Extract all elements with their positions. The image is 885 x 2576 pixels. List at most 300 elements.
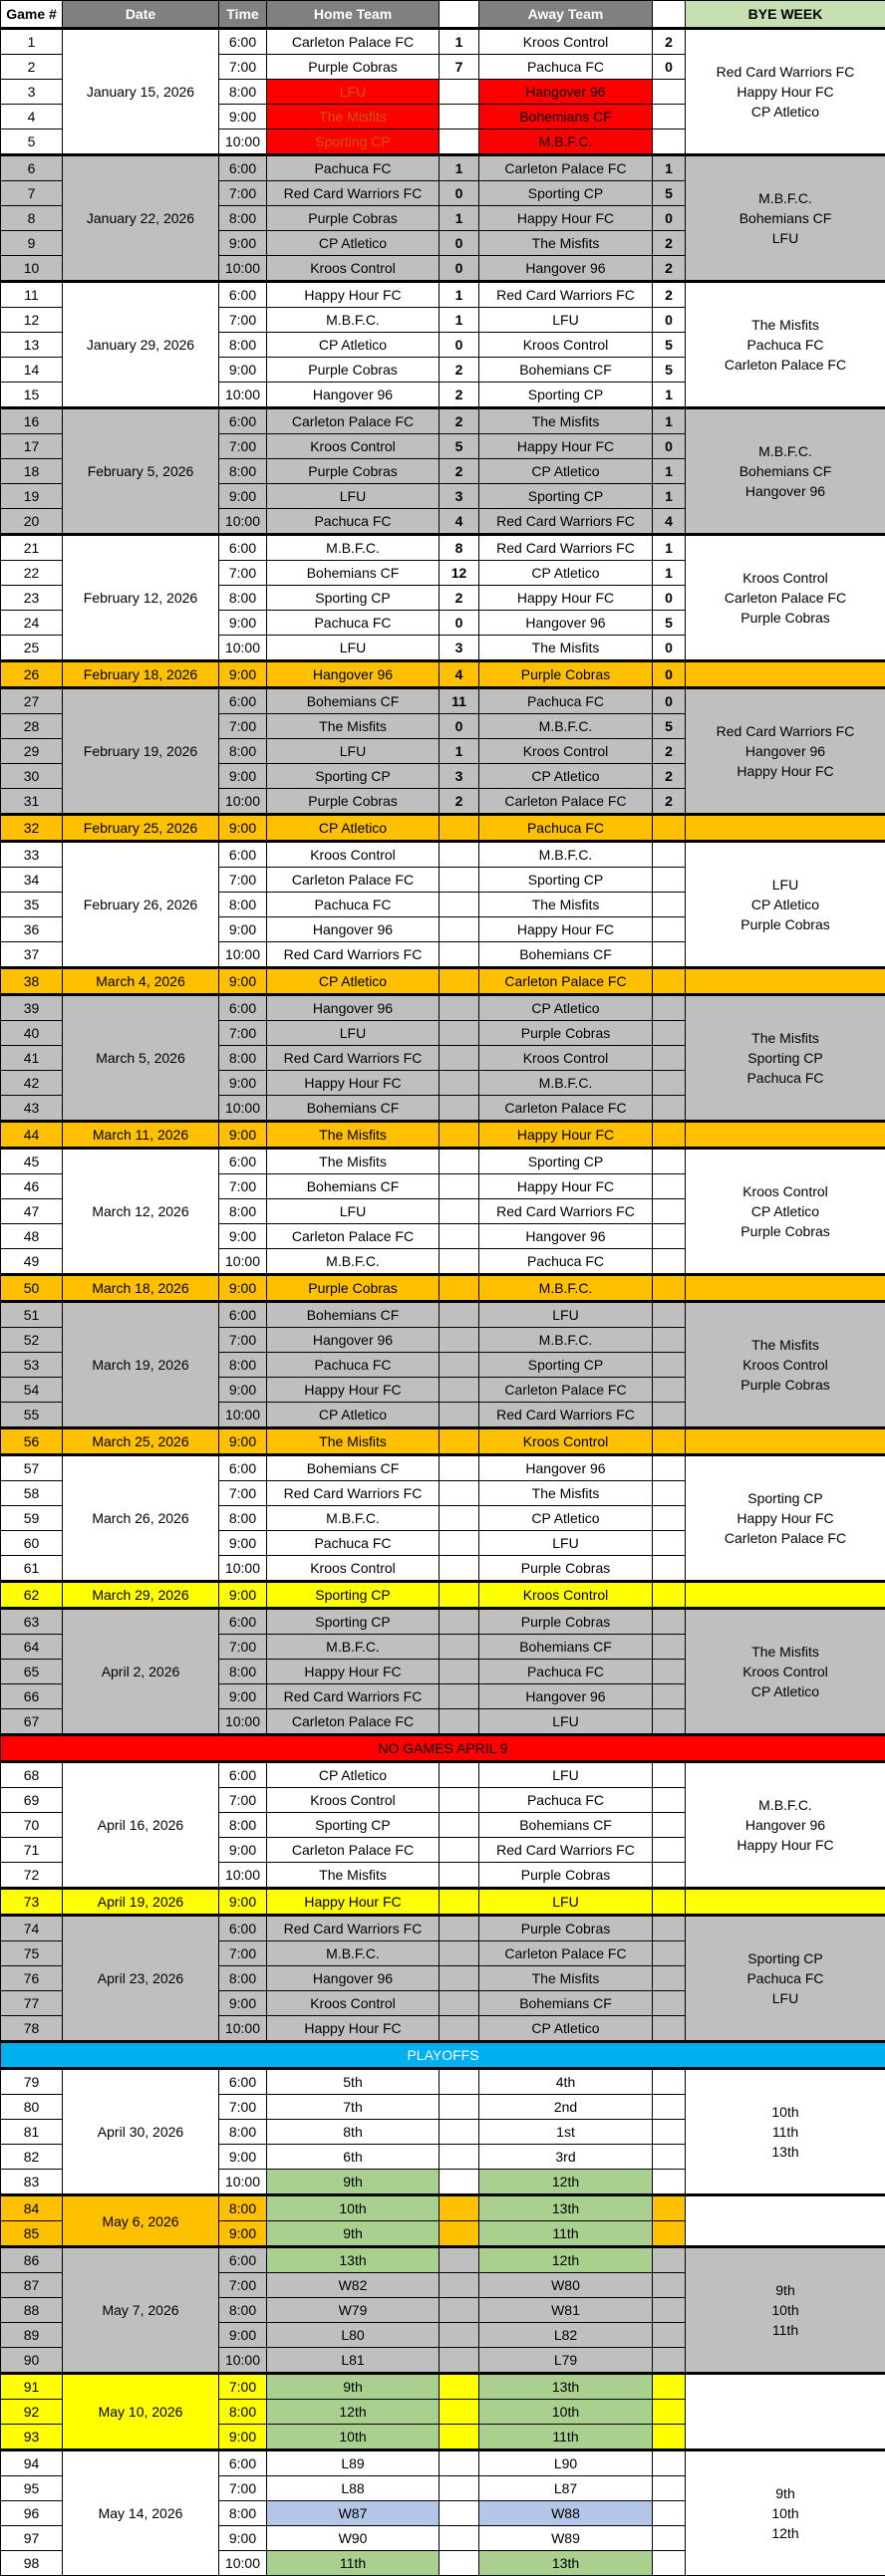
away-score <box>653 1609 686 1635</box>
away-team: 13th <box>479 2374 653 2400</box>
away-team: 2nd <box>479 2095 653 2120</box>
home-team: Red Card Warriors FC <box>267 1046 440 1071</box>
home-score: 0 <box>440 714 479 739</box>
away-team: Kroos Control <box>479 1428 653 1455</box>
home-team: CP Atletico <box>267 333 440 358</box>
away-team: CP Atletico <box>479 561 653 586</box>
game-date: February 26, 2026 <box>63 842 219 968</box>
home-score <box>440 2016 479 2042</box>
home-team: L88 <box>267 2476 440 2501</box>
away-score <box>653 1249 686 1275</box>
away-team: The Misfits <box>479 408 653 434</box>
home-score <box>440 2348 479 2374</box>
away-score <box>653 1046 686 1071</box>
away-team: Happy Hour FC <box>479 1122 653 1149</box>
game-number: 44 <box>1 1122 63 1149</box>
home-score <box>440 1556 479 1582</box>
game-time: 8:00 <box>219 1813 267 1838</box>
home-score: 2 <box>440 459 479 484</box>
game-number: 59 <box>1 1506 63 1531</box>
table-row <box>1 2247 885 2273</box>
game-time: 8:00 <box>219 1506 267 1531</box>
game-number: 93 <box>1 2425 63 2450</box>
game-time: 9:00 <box>219 764 267 789</box>
home-team: Bohemians CF <box>267 1455 440 1481</box>
home-team: Carleton Palace FC <box>267 1224 440 1249</box>
game-number: 9 <box>1 231 63 256</box>
away-score <box>653 995 686 1021</box>
home-score <box>440 995 479 1021</box>
home-score <box>440 917 479 942</box>
away-team: Hangover 96 <box>479 611 653 636</box>
home-team: Purple Cobras <box>267 55 440 80</box>
game-time: 9:00 <box>219 1275 267 1302</box>
home-score: 7 <box>440 55 479 80</box>
home-team: 10th <box>267 2425 440 2450</box>
away-score: 1 <box>653 535 686 561</box>
game-date: February 18, 2026 <box>63 661 219 688</box>
home-score: 0 <box>440 181 479 206</box>
home-team: Purple Cobras <box>267 1275 440 1302</box>
home-score <box>440 842 479 868</box>
home-team: Kroos Control <box>267 1991 440 2016</box>
game-number: 18 <box>1 459 63 484</box>
game-number: 2 <box>1 55 63 80</box>
away-score <box>653 2526 686 2551</box>
away-score: 1 <box>653 459 686 484</box>
banner-text: NO GAMES APRIL 9 <box>1 1735 885 1762</box>
game-time: 9:00 <box>219 917 267 942</box>
away-team: W89 <box>479 2526 653 2551</box>
away-score: 4 <box>653 509 686 535</box>
home-team: LFU <box>267 1199 440 1224</box>
game-time: 8:00 <box>219 2195 267 2221</box>
away-score: 2 <box>653 231 686 256</box>
game-date: March 5, 2026 <box>63 995 219 1122</box>
home-score: 2 <box>440 586 479 611</box>
game-time: 9:00 <box>219 358 267 383</box>
away-score <box>653 1582 686 1609</box>
away-score <box>653 1353 686 1378</box>
away-score <box>653 1199 686 1224</box>
away-score: 1 <box>653 383 686 408</box>
game-number: 85 <box>1 2221 63 2247</box>
game-number: 62 <box>1 1582 63 1609</box>
home-score <box>440 1122 479 1149</box>
table-row <box>1 842 885 868</box>
bye-week: Red Card Warriors FC Hangover 96 Happy Hour FC <box>686 688 885 815</box>
game-time: 9:00 <box>219 2425 267 2450</box>
home-team: Happy Hour FC <box>267 1889 440 1916</box>
home-score <box>440 1582 479 1609</box>
home-score <box>440 1046 479 1071</box>
away-score <box>653 1275 686 1302</box>
game-time: 10:00 <box>219 256 267 282</box>
bye-week: 9th 10th 11th <box>686 2247 885 2374</box>
home-score <box>440 1762 479 1788</box>
game-time: 6:00 <box>219 1609 267 1635</box>
game-time: 9:00 <box>219 2323 267 2348</box>
away-team: Carleton Palace FC <box>479 968 653 995</box>
game-time: 9:00 <box>219 484 267 509</box>
game-time: 9:00 <box>219 968 267 995</box>
game-number: 94 <box>1 2450 63 2476</box>
away-score: 0 <box>653 434 686 459</box>
away-team: LFU <box>479 1889 653 1916</box>
home-team: Hangover 96 <box>267 383 440 408</box>
away-team: The Misfits <box>479 1966 653 1991</box>
game-time: 9:00 <box>219 2526 267 2551</box>
game-time: 10:00 <box>219 129 267 155</box>
home-team: Happy Hour FC <box>267 1660 440 1684</box>
game-number: 73 <box>1 1889 63 1916</box>
away-team: 3rd <box>479 2145 653 2170</box>
away-score <box>653 1991 686 2016</box>
game-date: March 11, 2026 <box>63 1122 219 1149</box>
game-time: 9:00 <box>219 1531 267 1556</box>
home-score: 2 <box>440 383 479 408</box>
home-team: LFU <box>267 1021 440 1046</box>
away-team: 4th <box>479 2069 653 2095</box>
game-time: 6:00 <box>219 29 267 55</box>
game-number: 55 <box>1 1403 63 1428</box>
away-score: 5 <box>653 333 686 358</box>
bye-week: Kroos Control Carleton Palace FC Purple Cobras <box>686 535 885 661</box>
away-score <box>653 1455 686 1481</box>
home-team: Pachuca FC <box>267 155 440 181</box>
game-number: 38 <box>1 968 63 995</box>
away-score <box>653 1021 686 1046</box>
home-score: 1 <box>440 155 479 181</box>
home-score <box>440 2273 479 2298</box>
game-number: 90 <box>1 2348 63 2374</box>
game-number: 8 <box>1 206 63 231</box>
home-score <box>440 1481 479 1506</box>
game-number: 10 <box>1 256 63 282</box>
home-score <box>440 968 479 995</box>
away-team: Red Card Warriors FC <box>479 1838 653 1863</box>
game-number: 24 <box>1 611 63 636</box>
away-score <box>653 2145 686 2170</box>
home-team: 11th <box>267 2551 440 2576</box>
home-score: 3 <box>440 764 479 789</box>
header-away-score <box>653 1 686 29</box>
game-number: 52 <box>1 1328 63 1353</box>
game-number: 57 <box>1 1455 63 1481</box>
game-time: 8:00 <box>219 2298 267 2323</box>
home-score <box>440 1378 479 1403</box>
home-team: Happy Hour FC <box>267 1378 440 1403</box>
game-date: April 30, 2026 <box>63 2069 219 2195</box>
home-team: Red Card Warriors FC <box>267 1684 440 1709</box>
away-score: 5 <box>653 611 686 636</box>
away-team: L87 <box>479 2476 653 2501</box>
home-score <box>440 868 479 893</box>
away-team: LFU <box>479 308 653 333</box>
away-score <box>653 917 686 942</box>
game-number: 82 <box>1 2145 63 2170</box>
table-row <box>1 155 885 181</box>
home-team: M.B.F.C. <box>267 1249 440 1275</box>
game-date: March 4, 2026 <box>63 968 219 995</box>
game-time: 8:00 <box>219 2400 267 2425</box>
away-score <box>653 2095 686 2120</box>
away-team: Kroos Control <box>479 739 653 764</box>
game-time: 7:00 <box>219 1481 267 1506</box>
table-row <box>1 1582 885 1609</box>
game-number: 45 <box>1 1149 63 1174</box>
home-score <box>440 2551 479 2576</box>
game-time: 7:00 <box>219 181 267 206</box>
away-team: M.B.F.C. <box>479 842 653 868</box>
away-score <box>653 2170 686 2195</box>
game-time: 9:00 <box>219 661 267 688</box>
table-row <box>1 2069 885 2095</box>
game-number: 68 <box>1 1762 63 1788</box>
away-score <box>653 842 686 868</box>
home-team: Red Card Warriors FC <box>267 1916 440 1941</box>
away-team: Sporting CP <box>479 383 653 408</box>
home-team: The Misfits <box>267 1149 440 1174</box>
home-score <box>440 1916 479 1941</box>
away-team: L79 <box>479 2348 653 2374</box>
home-score <box>440 1863 479 1889</box>
game-number: 54 <box>1 1378 63 1403</box>
home-team: LFU <box>267 80 440 105</box>
away-score: 2 <box>653 789 686 815</box>
away-score <box>653 1481 686 1506</box>
home-team: Red Card Warriors FC <box>267 181 440 206</box>
home-team: Sporting CP <box>267 129 440 155</box>
home-score <box>440 2425 479 2450</box>
home-score: 2 <box>440 408 479 434</box>
away-score <box>653 2247 686 2273</box>
away-score <box>653 2476 686 2501</box>
home-score: 4 <box>440 509 479 535</box>
away-team: Purple Cobras <box>479 1916 653 1941</box>
home-score <box>440 893 479 917</box>
home-score: 0 <box>440 333 479 358</box>
home-score <box>440 1709 479 1735</box>
home-score <box>440 2145 479 2170</box>
game-number: 87 <box>1 2273 63 2298</box>
game-time: 7:00 <box>219 2095 267 2120</box>
game-time: 9:00 <box>219 1838 267 1863</box>
away-team: Purple Cobras <box>479 1556 653 1582</box>
away-score: 0 <box>653 636 686 661</box>
game-number: 77 <box>1 1991 63 2016</box>
game-number: 22 <box>1 561 63 586</box>
home-team: Carleton Palace FC <box>267 408 440 434</box>
away-score <box>653 80 686 105</box>
game-time: 7:00 <box>219 868 267 893</box>
game-date: April 16, 2026 <box>63 1762 219 1889</box>
bye-week: M.B.F.C. Hangover 96 Happy Hour FC <box>686 1762 885 1889</box>
home-team: Bohemians CF <box>267 1096 440 1122</box>
home-score <box>440 1021 479 1046</box>
away-score <box>653 1403 686 1428</box>
game-number: 84 <box>1 2195 63 2221</box>
away-team: Red Card Warriors FC <box>479 282 653 308</box>
game-time: 8:00 <box>219 2501 267 2526</box>
game-date: April 23, 2026 <box>63 1916 219 2042</box>
away-team: W88 <box>479 2501 653 2526</box>
away-score <box>653 1174 686 1199</box>
away-score <box>653 2374 686 2400</box>
bye-week <box>686 968 885 995</box>
away-team: CP Atletico <box>479 764 653 789</box>
home-team: CP Atletico <box>267 231 440 256</box>
home-team: Bohemians CF <box>267 688 440 714</box>
game-number: 76 <box>1 1966 63 1991</box>
home-score <box>440 1660 479 1684</box>
away-team: CP Atletico <box>479 995 653 1021</box>
away-score <box>653 2450 686 2476</box>
away-score <box>653 1635 686 1660</box>
game-number: 96 <box>1 2501 63 2526</box>
away-team: L82 <box>479 2323 653 2348</box>
away-score <box>653 2069 686 2095</box>
table-row <box>1 968 885 995</box>
home-score <box>440 1506 479 1531</box>
home-score <box>440 1609 479 1635</box>
game-date: March 12, 2026 <box>63 1149 219 1275</box>
table-row <box>1 408 885 434</box>
home-score <box>440 1071 479 1096</box>
game-number: 67 <box>1 1709 63 1735</box>
bye-week <box>686 661 885 688</box>
home-team: L80 <box>267 2323 440 2348</box>
home-team: Sporting CP <box>267 1813 440 1838</box>
away-team: M.B.F.C. <box>479 129 653 155</box>
home-team: Kroos Control <box>267 1788 440 1813</box>
game-time: 8:00 <box>219 333 267 358</box>
away-team: Happy Hour FC <box>479 917 653 942</box>
home-team: Purple Cobras <box>267 459 440 484</box>
away-score <box>653 1709 686 1735</box>
game-date: February 12, 2026 <box>63 535 219 661</box>
away-team: Bohemians CF <box>479 1635 653 1660</box>
home-score <box>440 2069 479 2095</box>
game-number: 92 <box>1 2400 63 2425</box>
table-row <box>1 1455 885 1481</box>
game-time: 7:00 <box>219 308 267 333</box>
home-score: 0 <box>440 611 479 636</box>
away-score: 2 <box>653 282 686 308</box>
home-score <box>440 2095 479 2120</box>
game-number: 88 <box>1 2298 63 2323</box>
game-time: 6:00 <box>219 2450 267 2476</box>
home-team: Pachuca FC <box>267 611 440 636</box>
home-team: Pachuca FC <box>267 1353 440 1378</box>
home-team: 6th <box>267 2145 440 2170</box>
game-number: 80 <box>1 2095 63 2120</box>
game-time: 10:00 <box>219 1403 267 1428</box>
game-number: 91 <box>1 2374 63 2400</box>
home-score <box>440 1224 479 1249</box>
home-team: M.B.F.C. <box>267 1635 440 1660</box>
away-team: Bohemians CF <box>479 358 653 383</box>
bye-week <box>686 1582 885 1609</box>
bye-week: The Misfits Sporting CP Pachuca FC <box>686 995 885 1122</box>
away-score <box>653 893 686 917</box>
game-number: 71 <box>1 1838 63 1863</box>
home-score: 11 <box>440 688 479 714</box>
home-score <box>440 1249 479 1275</box>
home-score <box>440 1991 479 2016</box>
away-team: Kroos Control <box>479 29 653 55</box>
game-number: 12 <box>1 308 63 333</box>
home-team: Kroos Control <box>267 434 440 459</box>
away-score <box>653 2425 686 2450</box>
home-score <box>440 1889 479 1916</box>
header-bye-week: BYE WEEK <box>686 1 885 29</box>
banner-row <box>1 1735 885 1762</box>
away-score <box>653 1813 686 1838</box>
game-number: 83 <box>1 2170 63 2195</box>
bye-week <box>686 1889 885 1916</box>
away-team: 12th <box>479 2170 653 2195</box>
game-number: 64 <box>1 1635 63 1660</box>
away-score: 1 <box>653 155 686 181</box>
away-score: 1 <box>653 561 686 586</box>
away-team: Carleton Palace FC <box>479 1096 653 1122</box>
home-team: Pachuca FC <box>267 1531 440 1556</box>
bye-week: Kroos Control CP Atletico Purple Cobras <box>686 1149 885 1275</box>
home-team: Purple Cobras <box>267 789 440 815</box>
away-team: M.B.F.C. <box>479 1071 653 1096</box>
game-number: 60 <box>1 1531 63 1556</box>
away-score <box>653 815 686 842</box>
game-number: 6 <box>1 155 63 181</box>
game-time: 9:00 <box>219 2145 267 2170</box>
game-time: 8:00 <box>219 1353 267 1378</box>
away-team: M.B.F.C. <box>479 714 653 739</box>
away-score: 0 <box>653 586 686 611</box>
table-row <box>1 1762 885 1788</box>
home-score <box>440 1455 479 1481</box>
game-time: 6:00 <box>219 282 267 308</box>
home-score <box>440 1635 479 1660</box>
home-team: Pachuca FC <box>267 509 440 535</box>
home-score: 3 <box>440 484 479 509</box>
home-team: Kroos Control <box>267 842 440 868</box>
game-number: 23 <box>1 586 63 611</box>
game-number: 46 <box>1 1174 63 1199</box>
away-score: 5 <box>653 358 686 383</box>
home-team: LFU <box>267 739 440 764</box>
game-number: 61 <box>1 1556 63 1582</box>
away-team: Hangover 96 <box>479 1684 653 1709</box>
home-team: Hangover 96 <box>267 1328 440 1353</box>
home-score <box>440 1684 479 1709</box>
game-number: 42 <box>1 1071 63 1096</box>
game-number: 95 <box>1 2476 63 2501</box>
away-team: Red Card Warriors FC <box>479 535 653 561</box>
away-team: Bohemians CF <box>479 942 653 968</box>
game-number: 98 <box>1 2551 63 2576</box>
away-team: 12th <box>479 2247 653 2273</box>
table-row <box>1 688 885 714</box>
game-number: 75 <box>1 1941 63 1966</box>
away-score: 1 <box>653 484 686 509</box>
away-team: CP Atletico <box>479 2016 653 2042</box>
away-score <box>653 2298 686 2323</box>
home-team: 12th <box>267 2400 440 2425</box>
away-team: M.B.F.C. <box>479 1275 653 1302</box>
away-team: Purple Cobras <box>479 1863 653 1889</box>
game-number: 43 <box>1 1096 63 1122</box>
